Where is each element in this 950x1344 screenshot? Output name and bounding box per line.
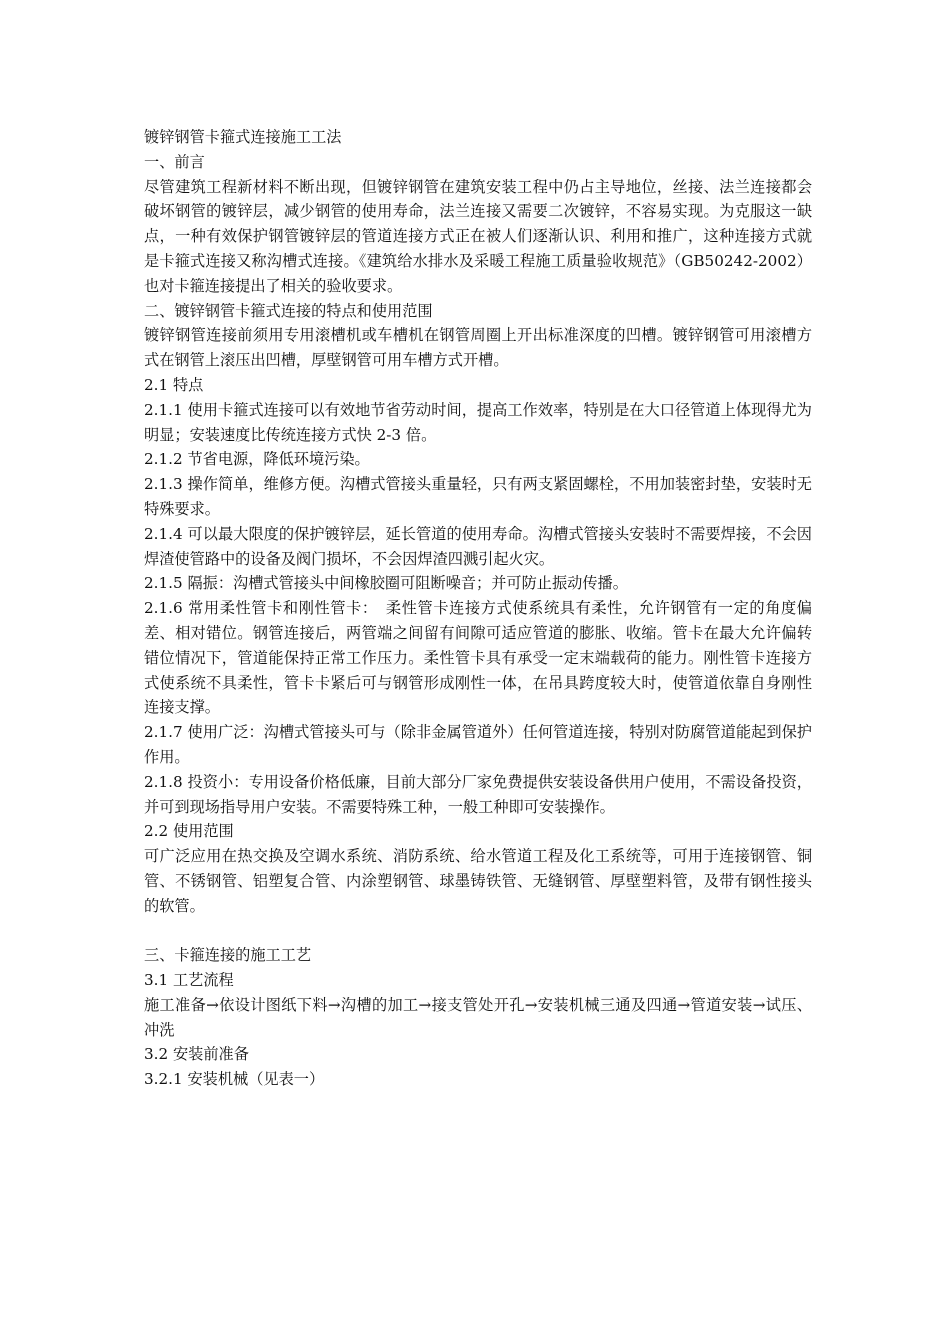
paragraph-2-1-5: 2.1.5 隔振：沟槽式管接头中间橡胶圈可阻断噪音；并可防止振动传播。 (144, 574, 628, 593)
subheading-3-2: 3.2 安装前准备 (144, 1045, 249, 1064)
paragraph-2-1-8: 2.1.8 投资小：专用设备价格低廉，目前大部分厂家免费提供安装设备供用户使用，不需设备投资，并可到现场指导用户安装。不需要特殊工种，一般工种即可安装操作。 (144, 772, 812, 816)
paragraph-2-1-4: 2.1.4 可以最大限度的保护镀锌层，延长管道的使用寿命。沟槽式管接头安装时不需要焊接，不会因焊渣使管路中的设备及阀门损坏，不会因焊渣四溅引起火灾。 (144, 524, 812, 568)
paragraph-3-2-1: 3.2.1 安装机械（见表一） (144, 1070, 325, 1089)
section-heading-features: 二、镀锌钢管卡箍式连接的特点和使用范围 (144, 301, 433, 320)
document-title: 镀锌钢管卡箍式连接施工工法 (144, 128, 342, 146)
paragraph-2-1-3: 2.1.3 操作简单，维修方便。沟槽式管接头重量轻，只有两支紧固螺栓，不用加装密封垫，安装时无特殊要求。 (144, 475, 812, 518)
section-heading-process: 三、卡箍连接的施工工艺 (144, 946, 312, 965)
paragraph-2-1-6: 2.1.6 常用柔性管卡和刚性管卡： 柔性管卡连接方式使系统具有柔性，允许钢管有一定的角度偏差、相对错位。钢管连接后，两管端之间留有间隙可适应管道的膨胀、收缩。管卡在最大允许偏转错位情况下，管道能保持正常工作压力。柔性管卡具有承受一定末端载荷的能力。刚性管卡连接方式使系统不具柔性，管卡卡紧后可与钢管形成刚性一体，在吊具跨度较大时，使管道依靠自身刚性连接支撑。 (144, 599, 812, 717)
paragraph-2-1-2: 2.1.2 节省电源，降低环境污染。 (144, 450, 370, 469)
subheading-3-1: 3.1 工艺流程 (144, 971, 234, 990)
paragraph-3-1: 施工准备→依设计图纸下料→沟槽的加工→接支管处开孔→安装机械三通及四通→管道安装→试压、冲洗 (144, 995, 812, 1039)
section-heading-preface: 一、前言 (144, 152, 205, 171)
document-body (144, 125, 812, 1092)
paragraph-2-1-7: 2.1.7 使用广泛：沟槽式管接头可与（除非金属管道外）任何管道连接，特别对防腐管道能起到保护作用。 (144, 723, 812, 766)
paragraph-preface: 尽管建筑工程新材料不断出现，但镀锌钢管在建筑安装工程中仍占主导地位，丝接、法兰连接都会破坏钢管的镀锌层，减少钢管的使用寿命，法兰连接又需要二次镀锌，不容易实现。为克服这一缺点，一种有效保护钢管镀锌层的管道连接方式正在被人们逐渐认识、利用和推广，这种连接方式就是卡箍式连接又称沟槽式连接。《建筑给水排水及采暖工程施工质量验收规范》（GB50242-2002）也对卡箍连接提出了相关的验收要求。 (144, 177, 812, 295)
blank-line (144, 919, 812, 944)
paragraph-features-intro: 镀锌钢管连接前须用专用滚槽机或车槽机在钢管周圈上开出标准深度的凹槽。镀锌钢管可用滚槽方式在钢管上滚压出凹槽，厚壁钢管可用车槽方式开槽。 (144, 326, 812, 370)
paragraph-2-2: 可广泛应用在热交换及空调水系统、消防系统、给水管道工程及化工系统等，可用于连接钢管、铜管、不锈钢管、铝塑复合管、内涂塑钢管、球墨铸铁管、无缝钢管、厚壁塑料管，及带有钢性接头的软管。 (144, 847, 812, 915)
paragraph-2-1-1: 2.1.1 使用卡箍式连接可以有效地节省劳动时间，提高工作效率，特别是在大口径管道上体现得尤为明显；安装速度比传统连接方式快 2-3 倍。 (144, 400, 812, 444)
subheading-2-2: 2.2 使用范围 (144, 822, 234, 841)
subheading-2-1: 2.1 特点 (144, 375, 204, 394)
